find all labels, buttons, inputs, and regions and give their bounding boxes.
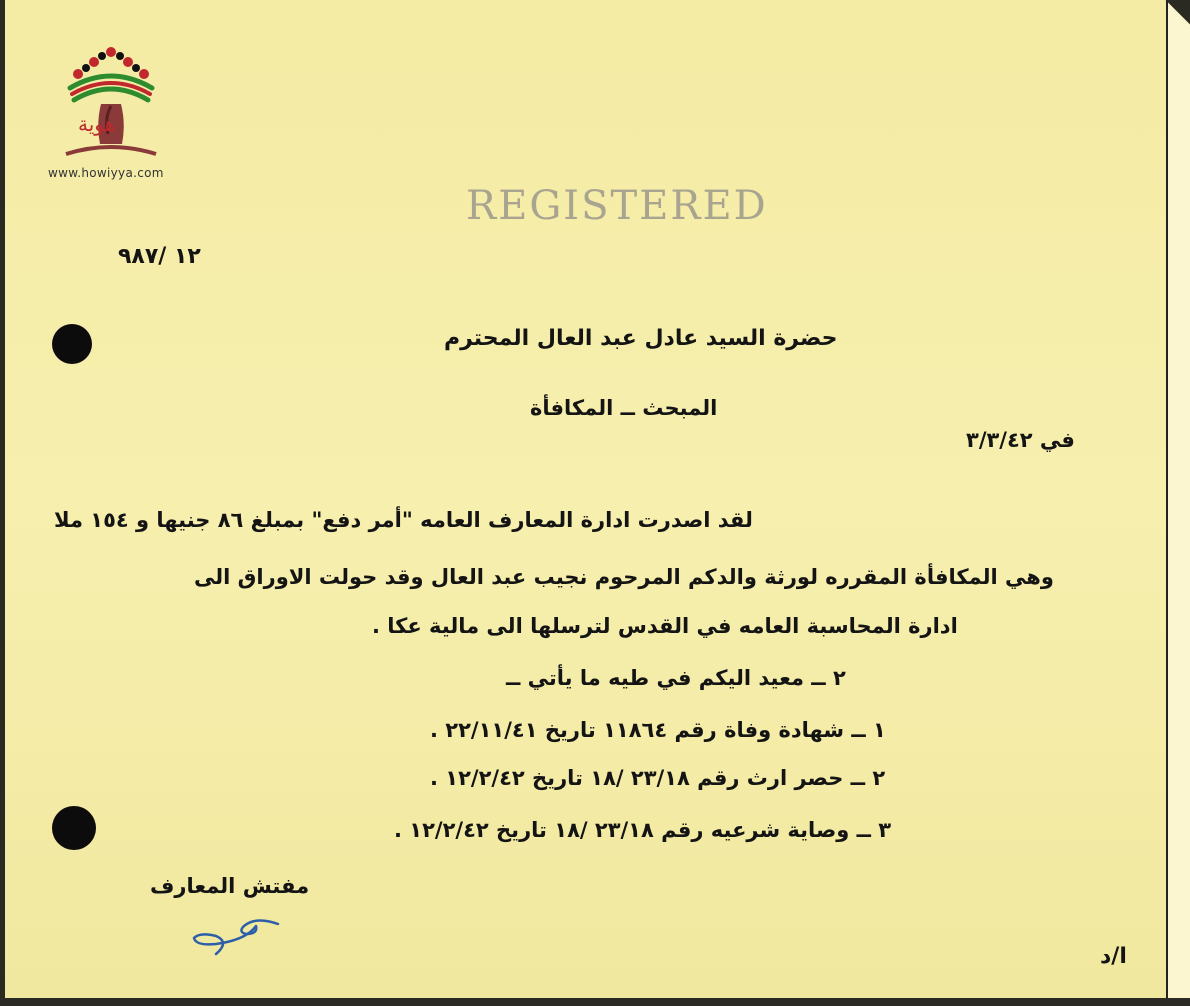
scan-edge-left [0, 0, 5, 1006]
scan-edge-right [1168, 0, 1190, 1006]
recipient-line: حضرة السيد عادل عبد العال المحترم [444, 326, 838, 351]
signatory-title: مفتش المعارف [150, 874, 310, 898]
handwritten-signature [186, 910, 286, 960]
logo-overlay-text: هوية [78, 112, 116, 136]
body-line-3: ادارة المحاسبة العامه في القدس لترسلها الى مالية عكا . [372, 614, 958, 638]
scan-edge-bottom [0, 998, 1190, 1006]
punch-hole-bottom [52, 806, 96, 850]
body-line-1: لقد اصدرت ادارة المعارف العامه "أمر دفع" بمبلغ ٨٦ جنيها و ١٥٤ ملا [54, 508, 753, 532]
subject-line: المبحث ــ المكافأة [530, 396, 718, 420]
reference-number: ١٢ /٩٨٧ [118, 244, 201, 269]
howiyya-tree-logo [56, 44, 166, 164]
enclosure-item-1: ١ ــ شهادة وفاة رقم ١١٨٦٤ تاريخ ٢٢/١١/٤١ . [430, 718, 886, 742]
initials-marker: ا/د [1100, 944, 1127, 969]
punch-hole-top [52, 324, 92, 364]
logo-url: www.howiyya.com [48, 166, 164, 180]
enclosure-item-3: ٣ ــ وصاية شرعيه رقم ٢٣/١٨ /١٨ تاريخ ١٢/٢/٤٢ . [394, 818, 892, 842]
body-line-2: وهي المكافأة المقرره لورثة والدكم المرحوم نجيب عبد العال وقد حولت الاوراق الى [194, 565, 1054, 589]
registered-stamp: REGISTERED [466, 183, 768, 229]
folded-corner [1150, 0, 1190, 40]
enclosures-heading: ٢ ــ معيد اليكم في طيه ما يأتي ــ [506, 666, 846, 690]
date-line: في ٣/٣/٤٢ [966, 428, 1075, 452]
enclosure-item-2: ٢ ــ حصر ارث رقم ٢٣/١٨ /١٨ تاريخ ١٢/٢/٤٢ . [430, 766, 886, 790]
